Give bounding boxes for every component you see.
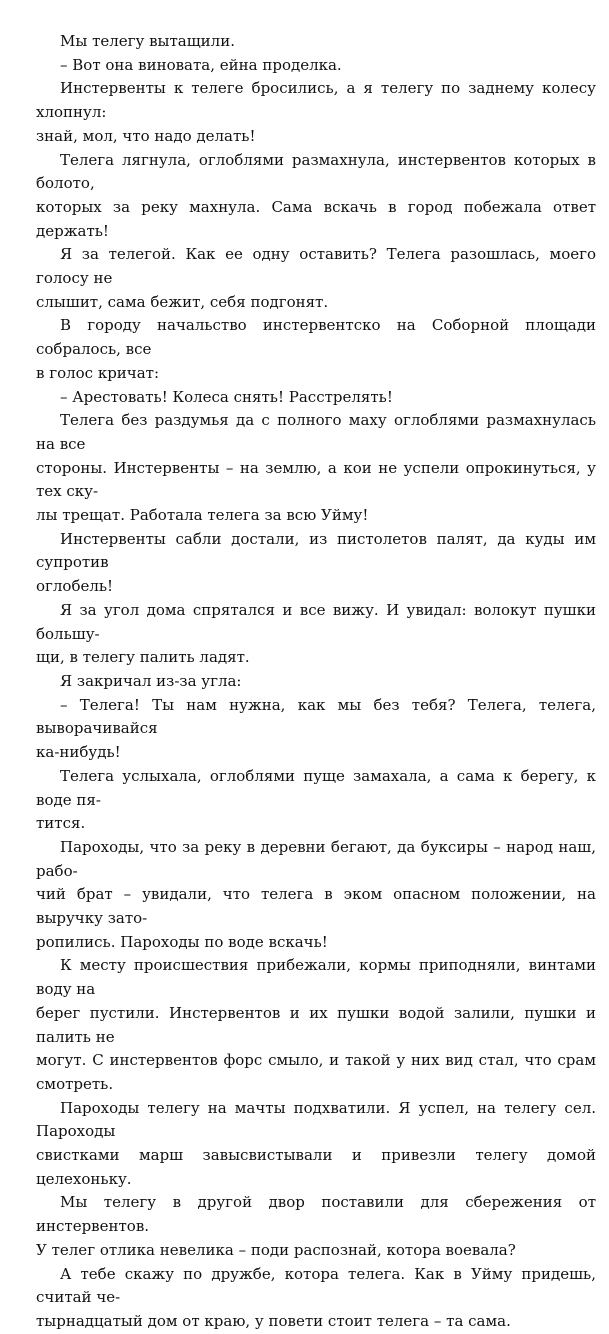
paragraph-17: Мы телегу в другой двор поставили для сбережения от инстервентов. У телег отлика невелика – поди распознай, котора воевала? <box>36 1193 596 1259</box>
paragraph-13: Телега услыхала, оглоблями пуще замахала, а сама к берегу, к воде пя- тится. <box>36 766 596 833</box>
paragraph-5: Я за телегой. Как ее одну оставить? Телега разошлась, моего голосу не слышит, сама бежит, себя подгонят. <box>36 245 596 311</box>
paragraph-2: – Вот она виновата, ейна проделка. <box>60 55 342 74</box>
paragraph-12: – Телега! Ты нам нужна, как мы без тебя? Телега, телега, выворачивайся ка-нибудь! <box>36 695 596 762</box>
paragraph-15: К месту происшествия прибежали, кормы приподняли, винтами воду на берег пустили. Инстервентов и их пушки водой залили, пушки и палить не могут. С инстервентов форс смыло, и такой у них вид стал, что срам смотреть. <box>36 956 596 1093</box>
paragraph-16: Пароходы телегу на мачты подхватили. Я успел, на телегу сел. Пароходы свистками марш завысвистывали и привезли телегу домой целехоньку. <box>36 1098 596 1188</box>
paragraph-9: Инстервенты сабли достали, из пистолетов палят, да куды им супротив оглобель! <box>36 529 596 596</box>
paragraph-14: Пароходы, что за реку в деревни бегают, да буксиры – народ наш, рабо- чий брат – увидали, что телега в эком опасном положении, на выручку зато- ропились. Пароходы по воде вскачь! <box>36 837 596 951</box>
paragraph-1: Мы телегу вытащили. <box>60 32 235 50</box>
paragraph-18: А тебе скажу по дружбе, котора телега. Как в Уйму придешь, считай че- тырнадцатый дом от краю, у повети стоит телега – та сама. <box>36 1264 596 1330</box>
paragraph-4: Телега лягнула, оглоблями размахнула, инстервентов которых в болото, которых за реку махнула. Сама вскачь в город побежала ответ держать! <box>36 150 596 240</box>
story-text-body <box>36 30 596 1334</box>
paragraph-11: Я закричал из-за угла: <box>60 671 242 690</box>
paragraph-10: Я за угол дома спрятался и все вижу. И увидал: волокут пушки большу- щи, в телегу палить ладят. <box>36 600 596 667</box>
paragraph-3: Инстервенты к телеге бросились, а я телегу по заднему колесу хлопнул: знай, мол, что надо делать! <box>36 79 596 145</box>
paragraph-8: Телега без раздумья да с полного маху оглоблями размахнулась на все стороны. Инстервенты – на землю, а кои не успели опрокинуться, у тех ску- лы трещат. Работала телега за всю Уйму! <box>36 411 596 525</box>
paragraph-7: – Арестовать! Колеса снять! Расстрелять! <box>60 387 393 406</box>
paragraph-6: В городу начальство инстервентско на Соборной площади собралось, все в голос кричат: <box>36 316 596 382</box>
